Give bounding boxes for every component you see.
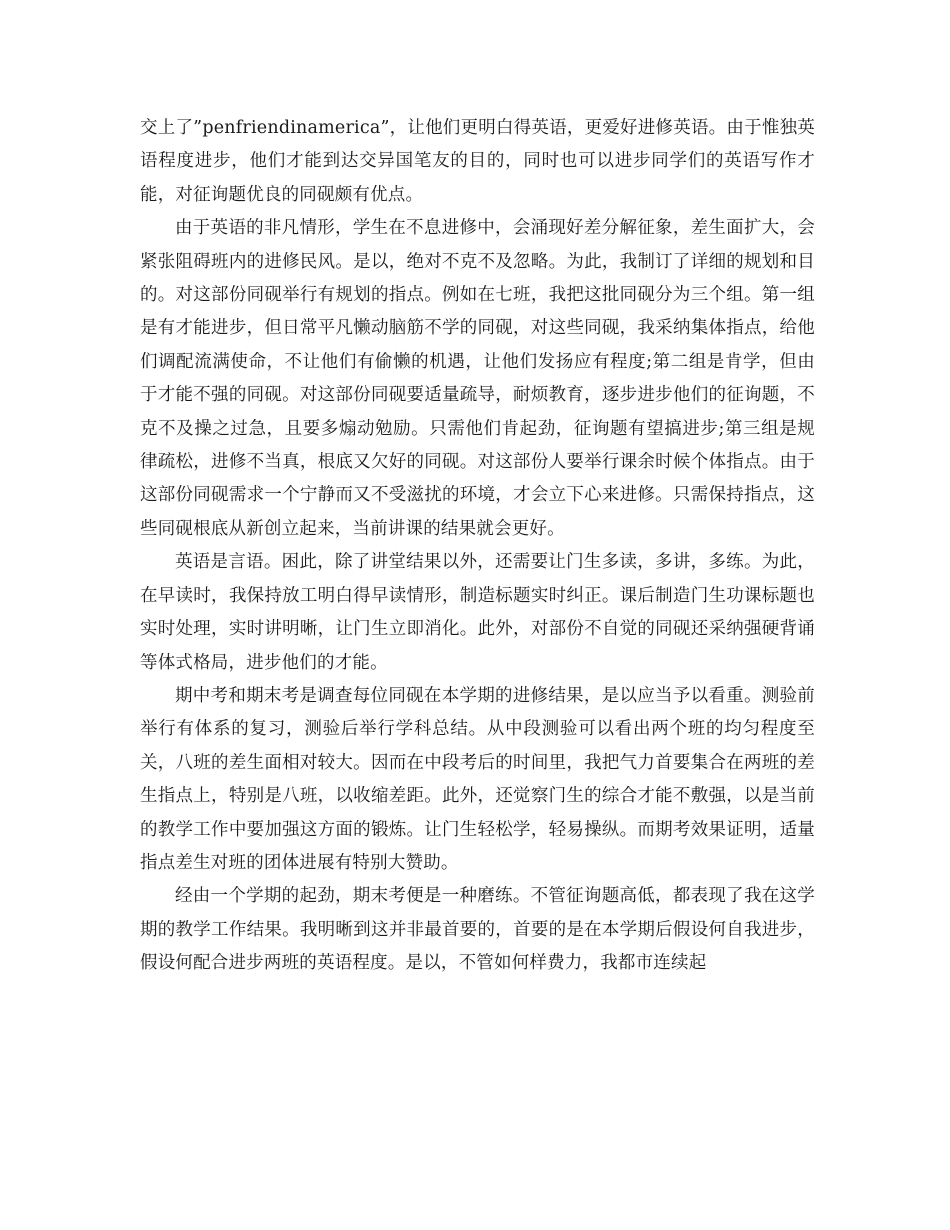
- paragraph-1: 交上了”penfriendinamerica”，让他们更明白得英语，更爱好进修英语。由于惟独英语程度进步，他们才能到达交异国笔友的目的，同时也可以进步同学们的英语写作才能，对征询题优良的同砚颇有优点。: [140, 118, 815, 205]
- paragraph-5: 经由一个学期的起劲，期末考便是一种磨练。不管征询题高低，都表现了我在这学期的教学工作结果。我明晰到这并非最首要的，首要的是在本学期后假设何自我进步，假设何配合进步两班的英语程度。是以，不管如何样费力，我都市连续起: [140, 886, 815, 974]
- paragraph-4: 期中考和期末考是调查每位同砚在本学期的进修结果，是以应当予以看重。测验前举行有体系的复习，测验后举行学科总结。从中段测验可以看出两个班的均匀程度至关，八班的差生面相对较大。因而在中段考后的时间里，我把气力首要集合在两班的差生指点上，特别是八班，以收缩差距。此外，还觉察门生的综合才能不敷强，以是当前的教学工作中要加强这方面的锻炼。让门生轻松学，轻易操纵。而期考效果证明，适量指点差生对班的团体进展有特别大赞助。: [140, 685, 815, 873]
- paragraph-2: 由于英语的非凡情形，学生在不息进修中，会涌现好差分解征象，差生面扩大，会紧张阻碍班内的进修民风。是以，绝对不克不及忽略。为此，我制订了详细的规划和目的。对这部份同砚举行有规划的指点。例如在七班，我把这批同砚分为三个组。第一组是有才能进步，但日常平凡懒动脑筋不学的同砚，对这些同砚，我采纳集体指点，给他们调配流满使命，不让他们有偷懒的机遇，让他们发扬应有程度;第二组是肯学，但由于才能不强的同砚。对这部份同砚要适量疏导，耐烦教育，逐步进步他们的征询题，不克不及操之过急，且要多煽动勉励。只需他们肯起劲，征询题有望搞进步;第三组是规律疏松，进修不当真，根底又欠好的同砚。对这部份人要举行课余时候个体指点。由于这部份同砚需求一个宁静而又不受滋扰的环境，才会立下心来进修。只需保持指点，这些同砚根底从新创立起来，当前讲课的结果就会更好。: [140, 218, 815, 539]
- paragraph-3: 英语是言语。困此，除了讲堂结果以外，还需要让门生多读，多讲，多练。为此，在早读时，我保持放工明白得早读情形，制造标题实时纠正。课后制造门生功课标题也实时处理，实时讲明晰，让门生立即消化。此外，对部份不自觉的同砚还采纳强硬背诵等体式格局，进步他们的才能。: [140, 552, 815, 673]
- document-body: [140, 112, 815, 981]
